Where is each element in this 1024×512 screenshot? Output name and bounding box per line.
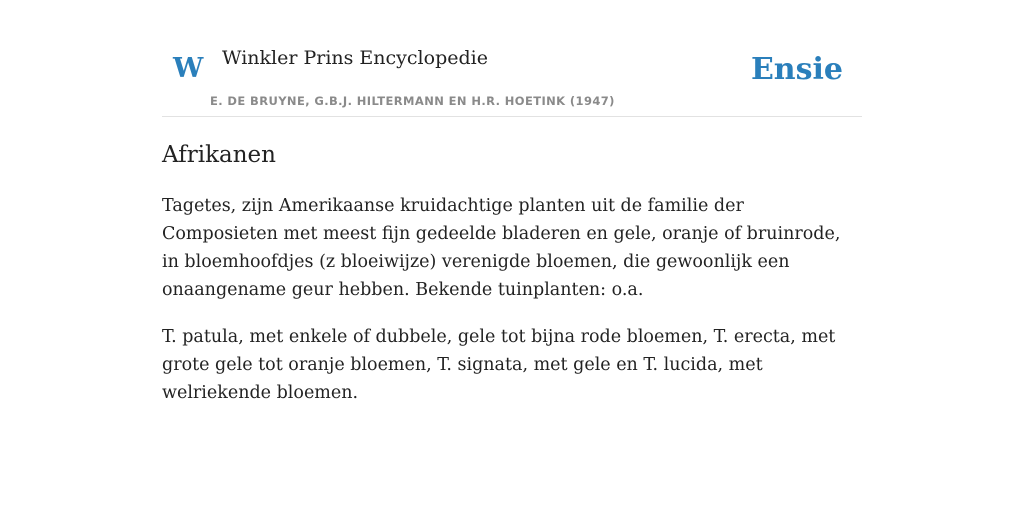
entry-title: Afrikanen xyxy=(162,142,276,168)
source-header xyxy=(162,0,862,117)
entry-body xyxy=(162,192,862,426)
source-title[interactable]: Winkler Prins Encyclopedie xyxy=(222,47,488,69)
entry-paragraph: Tagetes, zijn Amerikaanse kruidachtige planten uit de familie der Composieten met meest fijn gedeelde bladeren en gele, oranje of bruinrode, in bloemhoofdjes (z bloeiwijze) verenigde bloemen, die gewoonlijk een onaangename geur hebben. Bekende tuinplanten: o.a. xyxy=(162,196,841,300)
source-authors: E. DE BRUYNE, G.B.J. HILTERMANN EN H.R. HOETINK (1947) xyxy=(210,94,615,108)
entry-paragraph: T. patula, met enkele of dubbele, gele tot bijna rode bloemen, T. erecta, met grote gele tot oranje bloemen, T. signata, met gele en T. lucida, met welriekende bloemen. xyxy=(162,327,836,403)
page-container xyxy=(162,0,862,403)
brand-logo[interactable]: Ensie xyxy=(750,52,843,87)
source-logo[interactable]: W xyxy=(173,53,204,84)
